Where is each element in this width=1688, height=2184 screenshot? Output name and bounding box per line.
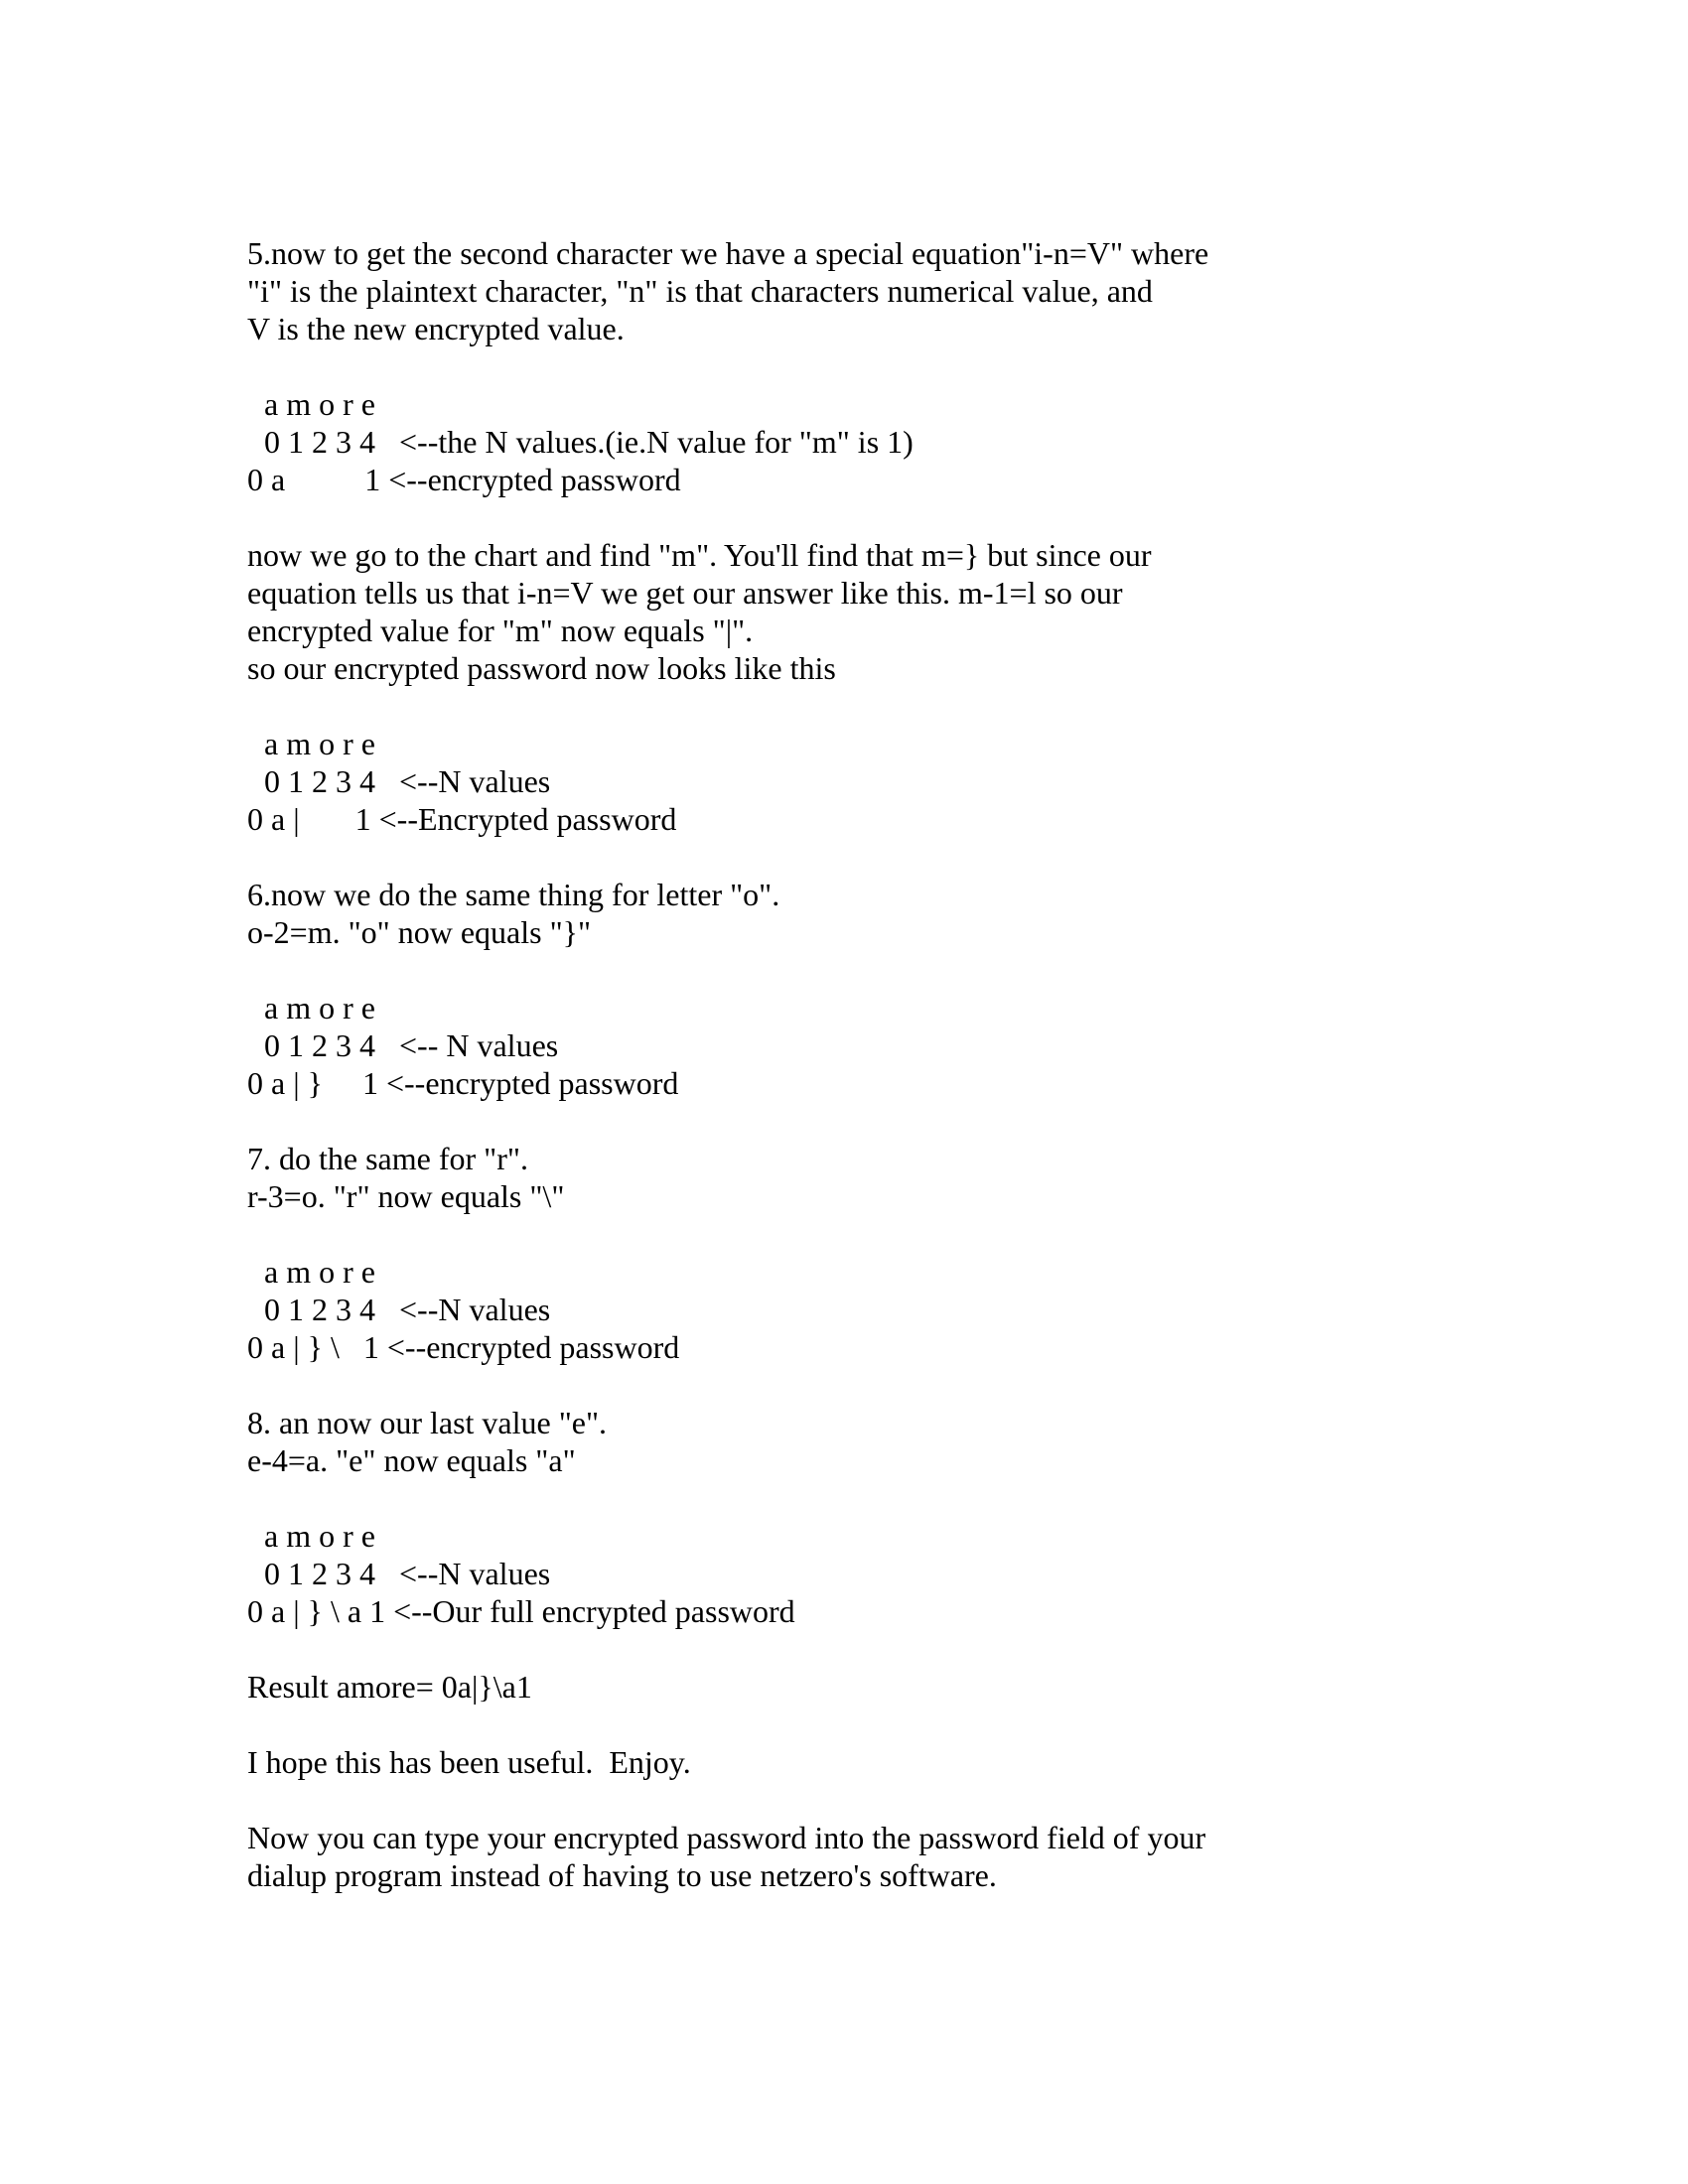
table2-letters: a m o r e [264,726,375,761]
table1-n-values: 0 1 2 3 4 <--the N values.(ie.N value for "m" is 1) [264,424,914,460]
final-line-2: dialup program instead of having to use netzero's software. [247,1857,997,1893]
step5-line-3: V is the new encrypted value. [247,311,625,346]
step7-line-2: r-3=o. "r" now equals "\" [247,1178,565,1214]
table1-letters: a m o r e [264,386,375,422]
step5-line-2: "i" is the plaintext character, "n" is that characters numerical value, and [247,273,1153,309]
table3-letters: a m o r e [264,990,375,1025]
table2-n-values: 0 1 2 3 4 <--N values [264,763,551,799]
closing-line: I hope this has been useful. Enjoy. [247,1744,691,1780]
step6-line-1: 6.now we do the same thing for letter "o". [247,877,780,912]
table3-n-values: 0 1 2 3 4 <-- N values [264,1027,559,1063]
table3-password: 0 a | } 1 <--encrypted password [247,1065,679,1101]
step8-line-2: e-4=a. "e" now equals "a" [247,1442,576,1478]
result-line: Result amore= 0a|}\a1 [247,1669,532,1705]
table5-n-values: 0 1 2 3 4 <--N values [264,1556,551,1591]
step6-line-2: o-2=m. "o" now equals "}" [247,914,592,950]
table4-letters: a m o r e [264,1254,375,1290]
step8-line-1: 8. an now our last value "e". [247,1405,608,1440]
table5-letters: a m o r e [264,1518,375,1554]
table1-password: 0 a 1 <--encrypted password [247,462,681,497]
explain-line-2: equation tells us that i-n=V we get our answer like this. m-1=l so our [247,575,1123,611]
explain-line-1: now we go to the chart and find "m". You'll find that m=} but since our [247,537,1152,573]
step7-line-1: 7. do the same for "r". [247,1141,528,1176]
table4-n-values: 0 1 2 3 4 <--N values [264,1292,551,1327]
table2-password: 0 a | 1 <--Encrypted password [247,801,677,837]
table5-password: 0 a | } \ a 1 <--Our full encrypted password [247,1593,795,1629]
table4-password: 0 a | } \ 1 <--encrypted password [247,1329,680,1365]
explain-line-3: encrypted value for "m" now equals "|". [247,613,754,648]
explain-line-4: so our encrypted password now looks like this [247,650,836,686]
final-line-1: Now you can type your encrypted password into the password field of your [247,1820,1206,1855]
step5-line-1: 5.now to get the second character we have a special equation"i-n=V" where [247,235,1209,271]
